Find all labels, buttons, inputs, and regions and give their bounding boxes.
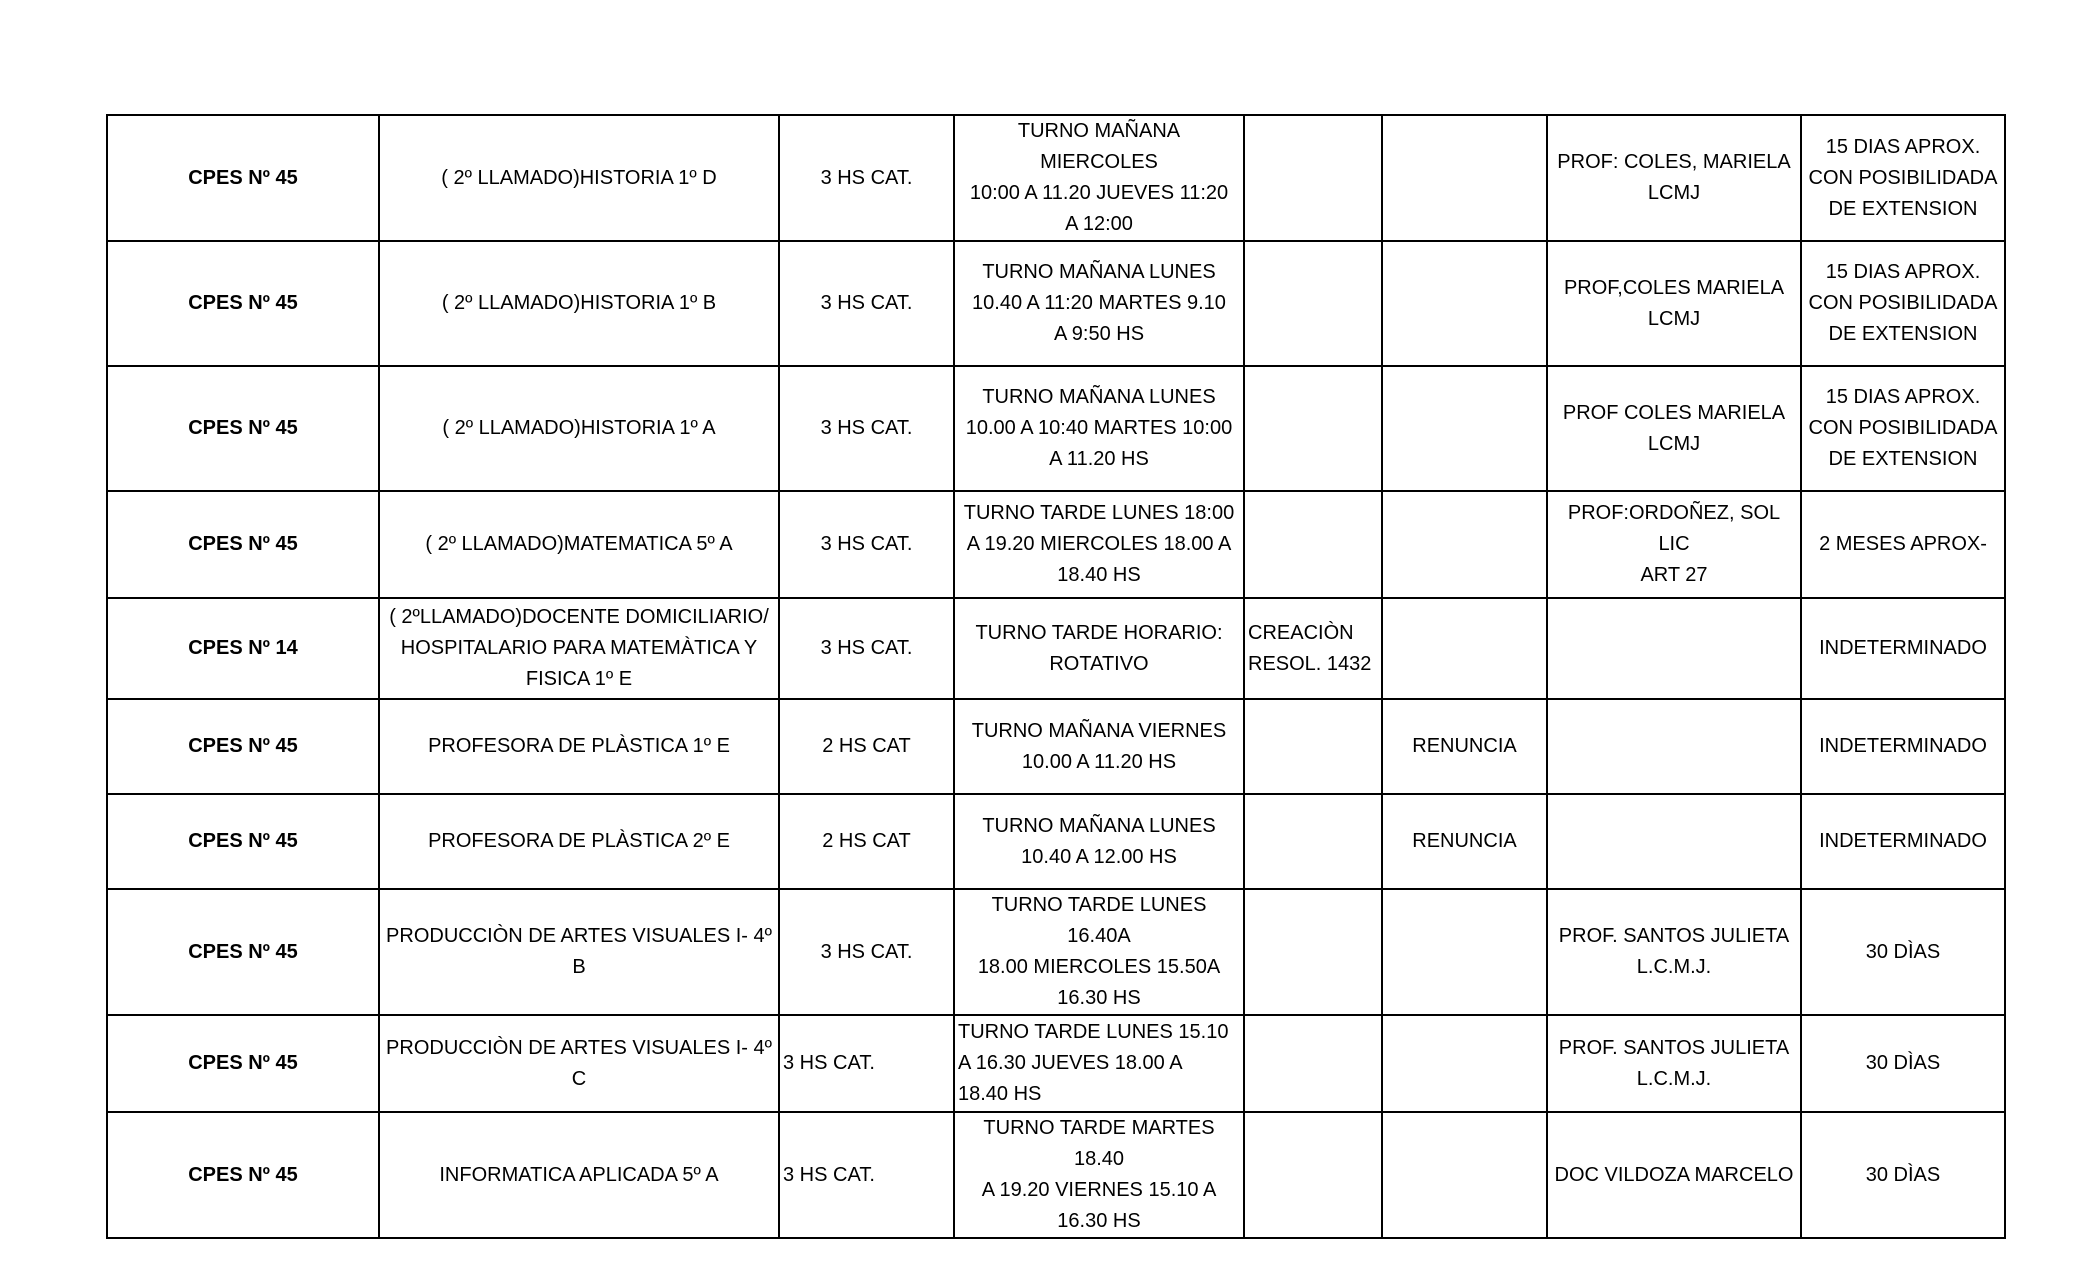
status-cell[interactable] [1244,699,1382,794]
reason-cell[interactable]: RENUNCIA [1382,699,1547,794]
school-cell[interactable]: CPES Nº 45 [107,491,379,598]
teacher-cell[interactable] [1547,241,1801,366]
school-cell[interactable]: CPES Nº 45 [107,1112,379,1238]
hours-cell[interactable]: 3 HS CAT. [779,598,954,699]
duration-cell[interactable] [1801,794,2005,889]
cell-line: A 11.20 HS [1049,448,1149,470]
hours-cell[interactable]: 2 HS CAT [779,699,954,794]
cell-line: 15 DIAS APROX. [1825,135,1981,158]
schedule-cell[interactable] [954,115,1244,241]
cell-line: LCMJ [1647,432,1701,455]
cell-line: TURNO TARDE MARTES 18.40 [983,1117,1215,1170]
subject-cell[interactable]: PRODUCCIÒN DE ARTES VISUALES I- 4º C [379,1015,779,1112]
cell-line: PROF. SANTOS JULIETA [1558,1036,1790,1059]
table-row [107,794,2005,889]
duration-cell[interactable] [1801,491,2005,598]
table-row [107,598,2005,699]
schedule-cell[interactable] [954,241,1244,366]
cell-line: 16.30 HS [1057,1210,1141,1232]
reason-cell[interactable] [1382,1015,1547,1112]
school-cell[interactable]: CPES Nº 14 [107,598,379,699]
cell-line: 10.40 A 12.00 HS [1021,845,1177,868]
cell-line: PROF:ORDOÑEZ, SOL LIC [1567,502,1781,555]
schedule-cell[interactable] [954,366,1244,491]
cell-line: 10:00 A 11.20 JUEVES 11:20 [969,182,1229,204]
cell-line: INDETERMINADO [1819,830,1987,852]
table-row [107,1015,2005,1112]
school-cell[interactable]: CPES Nº 45 [107,241,379,366]
hours-cell[interactable]: 3 HS CAT. [779,1015,954,1112]
hours-cell[interactable]: 3 HS CAT. [779,366,954,491]
table-row [107,366,2005,491]
schedule-cell[interactable] [954,1112,1244,1238]
school-cell[interactable]: CPES Nº 45 [107,1015,379,1112]
cell-line: A 16.30 JUEVES 18.00 A [958,1052,1183,1074]
table-row [107,115,2005,241]
cell-line: DE EXTENSION [1828,197,1978,220]
status-cell[interactable] [1244,598,1382,699]
reason-cell[interactable] [1382,598,1547,699]
cell-line: A 9:50 HS [1053,323,1145,345]
cell-line: 2 MESES APROX- [1819,533,1987,555]
reason-cell[interactable] [1382,491,1547,598]
status-cell[interactable] [1244,491,1382,598]
cell-line: L.C.M.J. [1636,956,1712,978]
duration-cell[interactable] [1801,1015,2005,1112]
reason-cell[interactable] [1382,241,1547,366]
cell-line: 30 DÌAS [1865,940,1941,963]
cell-line: L.C.M.J. [1636,1067,1712,1090]
school-cell[interactable]: CPES Nº 45 [107,794,379,889]
cell-line: PROF,COLES MARIELA [1563,276,1785,299]
cell-line: 10.00 A 10:40 MARTES 10:00 [965,417,1233,439]
teacher-cell[interactable] [1547,115,1801,241]
subject-cell[interactable]: ( 2º LLAMADO)HISTORIA 1º A [379,366,779,491]
cell-line: LCMJ [1647,182,1701,204]
cell-line: PROF: COLES, MARIELA [1557,151,1791,173]
duration-cell[interactable] [1801,1112,2005,1238]
cell-line: CON POSIBILIDADA [1808,166,1998,189]
hours-cell[interactable]: 3 HS CAT. [779,241,954,366]
school-cell[interactable]: CPES Nº 45 [107,366,379,491]
status-cell[interactable] [1244,366,1382,491]
subject-cell[interactable]: ( 2º LLAMADO)HISTORIA 1º B [379,241,779,366]
schedule-cell[interactable] [954,889,1244,1015]
cell-line: A 12:00 [1065,213,1133,235]
reason-cell[interactable] [1382,366,1547,491]
cell-line: INDETERMINADO [1819,735,1987,757]
cell-line: TURNO MAÑANA LUNES [982,261,1216,283]
cell-line: INDETERMINADO [1819,637,1987,659]
subject-cell[interactable]: INFORMATICA APLICADA 5º A [379,1112,779,1238]
duration-cell[interactable] [1801,241,2005,366]
cell-line: DE EXTENSION [1828,323,1978,345]
table-body [107,115,2005,1238]
reason-cell[interactable]: RENUNCIA [1382,794,1547,889]
duration-cell[interactable] [1801,598,2005,699]
cell-line: A 19.20 VIERNES 15.10 A [981,1179,1217,1201]
subject-cell[interactable]: PRODUCCIÒN DE ARTES VISUALES I- 4º B [379,889,779,1015]
hours-cell[interactable]: 2 HS CAT [779,794,954,889]
hours-cell[interactable]: 3 HS CAT. [779,1112,954,1238]
table-row [107,1112,2005,1238]
cell-line: 18.40 HS [1057,564,1141,586]
cell-line: 15 DIAS APROX. [1825,386,1981,408]
schedule-cell[interactable] [954,794,1244,889]
table-row [107,241,2005,366]
schedule-cell[interactable] [954,1015,1244,1112]
hours-cell[interactable]: 3 HS CAT. [779,491,954,598]
table-row [107,889,2005,1015]
cell-line: 30 DÌAS [1865,1052,1941,1074]
cell-line: 15 DIAS APROX. [1825,261,1981,283]
cell-line: CON POSIBILIDADA [1808,417,1998,439]
status-cell[interactable] [1244,241,1382,366]
teacher-cell[interactable] [1547,366,1801,491]
cell-line: A 19.20 MIERCOLES 18.00 A [966,533,1232,555]
status-cell[interactable] [1244,889,1382,1015]
duration-cell[interactable] [1801,115,2005,241]
cell-line: TURNO MAÑANA LUNES [982,814,1216,837]
cell-line: LCMJ [1647,307,1701,330]
duration-cell[interactable] [1801,366,2005,491]
school-cell[interactable]: CPES Nº 45 [107,699,379,794]
teacher-cell[interactable] [1547,699,1801,794]
cell-line: CREACIÒN [1248,621,1354,644]
cell-line: TURNO TARDE LUNES 18:00 [963,502,1235,524]
schedule-cell[interactable] [954,598,1244,699]
cell-line: 16.30 HS [1057,987,1141,1009]
duration-cell[interactable] [1801,889,2005,1015]
reason-cell[interactable] [1382,115,1547,241]
cell-line: TURNO MAÑANA LUNES [982,386,1216,408]
reason-cell[interactable] [1382,1112,1547,1238]
cell-line: 18.00 MIERCOLES 15.50A [977,956,1221,978]
subject-cell[interactable]: ( 2º LLAMADO)MATEMATICA 5º A [379,491,779,598]
cell-line: ART 27 [1640,564,1708,586]
spreadsheet-page [106,114,2006,1239]
cell-line: ROTATIVO [1049,652,1149,675]
status-cell[interactable] [1244,115,1382,241]
cell-line: TURNO MAÑANA MIERCOLES [1017,120,1181,173]
cell-line: CON POSIBILIDADA [1808,292,1998,314]
schedule-cell[interactable] [954,699,1244,794]
duration-cell[interactable] [1801,699,2005,794]
school-cell[interactable]: CPES Nº 45 [107,115,379,241]
cell-line: TURNO TARDE LUNES 15.10 [958,1021,1229,1043]
vacancies-table [106,114,2006,1239]
hours-cell[interactable]: 3 HS CAT. [779,115,954,241]
cell-line: DOC VILDOZA MARCELO [1554,1163,1794,1186]
teacher-cell[interactable] [1547,1112,1801,1238]
school-cell[interactable]: CPES Nº 45 [107,889,379,1015]
status-cell[interactable] [1244,794,1382,889]
cell-line: TURNO TARDE HORARIO: [975,621,1223,644]
cell-line: TURNO MAÑANA VIERNES [971,719,1227,742]
teacher-cell[interactable] [1547,598,1801,699]
cell-line: RESOL. 1432 [1248,652,1372,675]
subject-cell[interactable]: ( 2ºLLAMADO)DOCENTE DOMICILIARIO/ HOSPITALARIO PARA MATEMÀTICA Y FISICA 1º E [379,598,779,699]
subject-cell[interactable]: PROFESORA DE PLÀSTICA 1º E [379,699,779,794]
cell-line: TURNO TARDE LUNES 16.40A [991,894,1207,947]
subject-cell[interactable]: ( 2º LLAMADO)HISTORIA 1º D [379,115,779,241]
subject-cell[interactable]: PROFESORA DE PLÀSTICA 2º E [379,794,779,889]
hours-cell[interactable]: 3 HS CAT. [779,889,954,1015]
teacher-cell[interactable] [1547,889,1801,1015]
cell-line: PROF. SANTOS JULIETA [1558,925,1790,947]
cell-line: 18.40 HS [958,1083,1042,1105]
status-cell[interactable] [1244,1112,1382,1238]
reason-cell[interactable] [1382,889,1547,1015]
teacher-cell[interactable] [1547,794,1801,889]
cell-line: 10.00 A 11.20 HS [1021,750,1177,773]
cell-line: 30 DÌAS [1865,1163,1941,1186]
status-cell[interactable] [1244,1015,1382,1112]
cell-line: PROF COLES MARIELA [1562,401,1786,424]
table-row [107,699,2005,794]
cell-line: DE EXTENSION [1828,448,1978,470]
teacher-cell[interactable] [1547,1015,1801,1112]
schedule-cell[interactable] [954,491,1244,598]
teacher-cell[interactable] [1547,491,1801,598]
table-row [107,491,2005,598]
cell-line: 10.40 A 11:20 MARTES 9.10 [972,292,1226,314]
